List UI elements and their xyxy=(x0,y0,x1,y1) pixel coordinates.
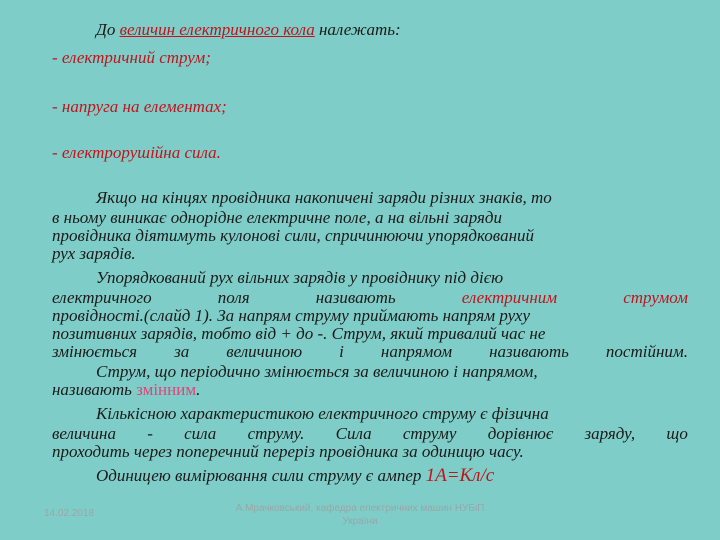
heading xyxy=(96,20,720,39)
list-item-voltage: - напруга на елементах; xyxy=(52,97,227,116)
p5-prefix: Одиницею вимірювання сили струму є ампер xyxy=(96,466,426,485)
p2-line-2 xyxy=(52,288,688,307)
p4-word: сила xyxy=(184,424,217,443)
p4-word: струму. xyxy=(247,424,305,443)
p5-line xyxy=(96,466,688,485)
p1-line-3: провідника діятимуть кулонові сили, спричинюючи упорядкований xyxy=(52,226,535,245)
p2-word: змінюється xyxy=(52,342,138,361)
p4-line-1: Кількісною характеристикою електричного струму є фізична xyxy=(96,404,549,423)
footer-author: А.Мрачковський, кафедра електричних машин НУБіП України xyxy=(235,503,485,527)
p4-word: дорівнює xyxy=(487,424,554,443)
p4-line-3: проходить через поперечний переріз провідника за одиницю часу. xyxy=(52,442,524,461)
p2-word: поля xyxy=(217,288,250,307)
p4-line-2 xyxy=(52,424,688,443)
p4-word: - xyxy=(147,424,153,443)
p4-word: заряду, xyxy=(584,424,636,443)
p4-word: струму xyxy=(402,424,457,443)
p2-word: величиною xyxy=(226,342,303,361)
p3-line-1: Струм, що періодично змінюється за величиною і напрямом, xyxy=(96,362,538,381)
p2-line-3: провідності.(слайд 1). За напрям струму приймають напрям руху xyxy=(52,306,531,325)
heading-prefix: До xyxy=(96,20,120,39)
p4-word: що xyxy=(666,424,688,443)
p1-line-4: рух зарядів. xyxy=(52,244,136,263)
p2-word: і xyxy=(339,342,344,361)
p2-line-1: Упорядкований рух вільних зарядів у провіднику під дією xyxy=(96,268,504,287)
p2-word: напрямом xyxy=(380,342,453,361)
p3-prefix: називають xyxy=(52,380,137,399)
p1-line-1: Якщо на кінцях провідника накопичені заряди різних знаків, то xyxy=(96,188,552,207)
p2-line-4: позитивних зарядів, тобто від + до -. Струм, який тривалий час не xyxy=(52,324,546,343)
heading-link[interactable]: величин електричного кола xyxy=(119,20,315,39)
p4-word: величина xyxy=(52,424,116,443)
heading-suffix: належать: xyxy=(314,20,401,39)
p3-line-2 xyxy=(52,380,688,399)
list-item-emf: - електрорушійна сила. xyxy=(52,143,221,162)
p2-word: електричного xyxy=(52,288,152,307)
p1-line-2: в ньому виникає однорідне електричне поле, а на вільні заряди xyxy=(52,208,502,227)
p2-line-5 xyxy=(52,342,688,361)
p5-formula: 1А=Кл/с xyxy=(425,465,495,486)
list-item-current: - електричний струм; xyxy=(52,48,211,67)
p4-word: Сила xyxy=(335,424,372,443)
p2-word: називають xyxy=(315,288,396,307)
p2-word: називають xyxy=(489,342,569,361)
p2-red-word: струмом xyxy=(623,288,688,307)
p3-suffix: . xyxy=(196,380,201,399)
p2-word: за xyxy=(174,342,190,361)
p2-word: постійним. xyxy=(605,342,688,361)
p3-highlight: змінним xyxy=(136,380,197,399)
p2-red-word: електричним xyxy=(461,288,558,307)
footer-date: 14.02.2018 xyxy=(44,508,95,519)
